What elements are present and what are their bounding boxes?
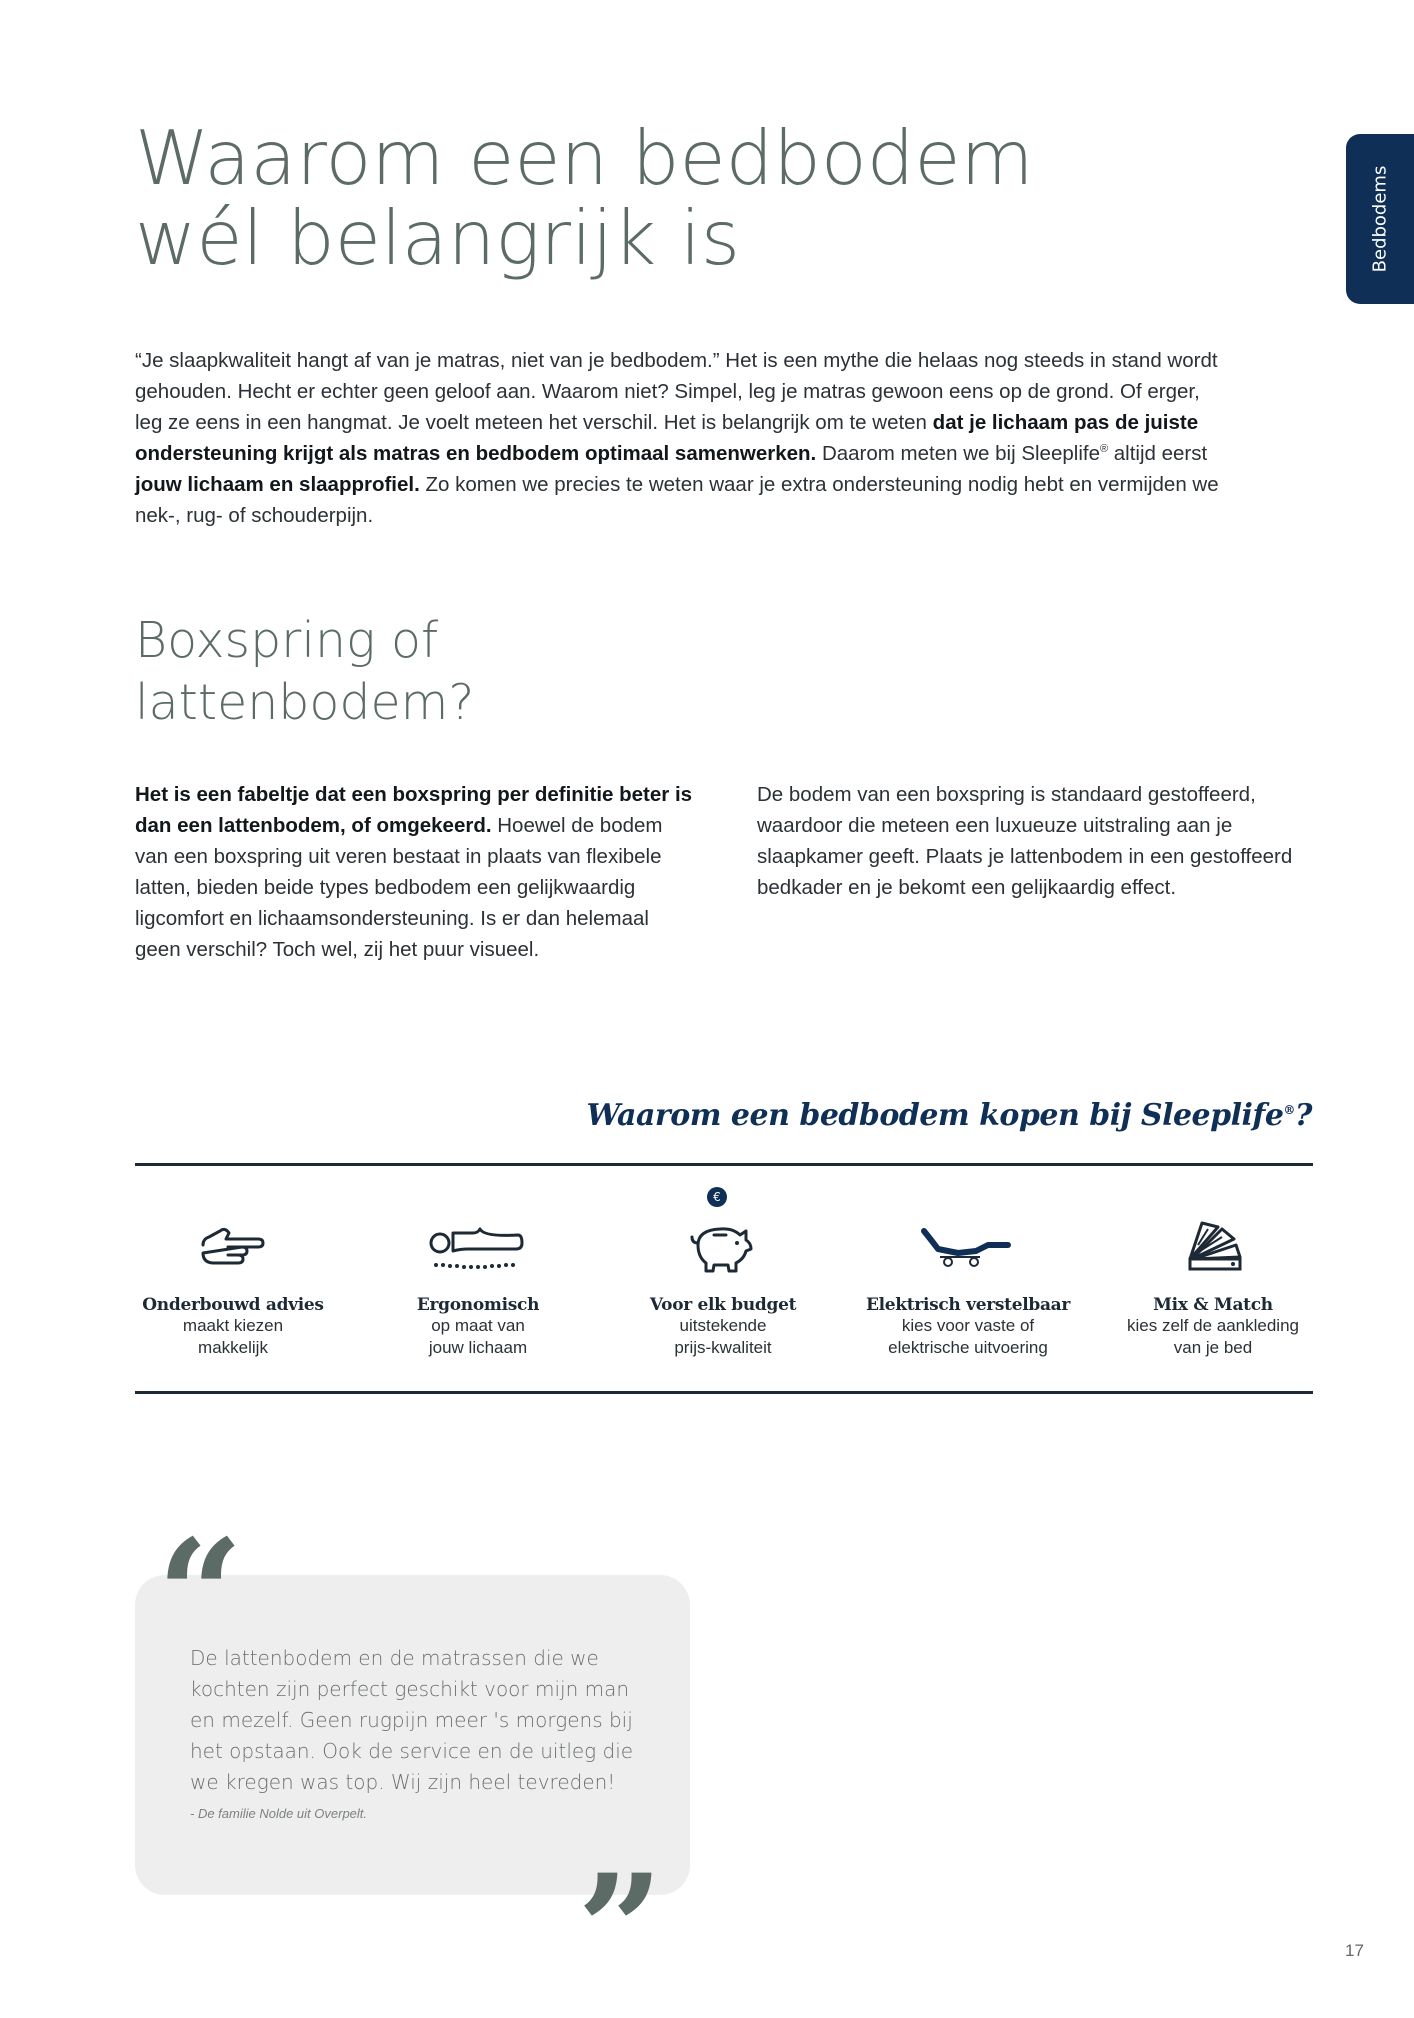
feature-mix-match: Mix & Match kies zelf de aankleding van je bed <box>1103 1195 1323 1359</box>
body-profile-icon <box>368 1195 588 1275</box>
feature-budget: € Voor elk budget uitstekende prijs-kwaliteit <box>613 1195 833 1359</box>
testimonial-text: De lattenbodem en de matrassen die we kochten zijn perfect geschikt voor mijn man en mezelf. Geen rugpijn meer 's morgens bij het opstaan. Ook de service en de uitleg die we kregen was top. Wij zijn heel tevreden! <box>190 1646 634 1794</box>
left-column-bold: Het is een fabeltje dat een boxspring per definitie beter is dan een lattenbodem, of omgekeerd. <box>135 783 693 837</box>
why-heading: Waarom een bedbodem kopen bij Sleeplife®? <box>586 1098 1312 1133</box>
adjustable-bed-icon <box>858 1195 1078 1275</box>
right-column-text: De bodem van een boxspring is standaard gestoffeerd, waardoor die meteen een luxueuze uitstraling aan je slaapkamer geeft. Plaats je lattenbodem in een gestoffeerd bedkader en je bekomt een gelijkaardig effect. <box>757 783 1293 899</box>
registered-mark: ® <box>1099 443 1109 456</box>
feature-advice: Onderbouwd advies maakt kiezen makkelijk <box>123 1195 343 1359</box>
intro-bold-2: jouw lichaam en slaapprofiel. <box>135 473 420 496</box>
open-quote-icon: “ <box>157 1507 244 1683</box>
feature-title: Elektrisch verstelbaar <box>865 1295 1071 1315</box>
section-tab-bedbodems[interactable] <box>1346 134 1414 304</box>
feature-title: Voor elk budget <box>649 1295 797 1315</box>
fabric-swatch-icon <box>1103 1195 1323 1275</box>
divider-top <box>135 1163 1313 1166</box>
section-title <box>135 610 474 734</box>
page-title-line-2: wél belangrijk is <box>135 194 740 282</box>
feature-row <box>135 1190 1360 1375</box>
intro-bold-1: dat je lichaam pas de juiste ondersteuning krijgt als matras en bedbodem optimaal samenwerken. <box>135 411 1199 465</box>
section-title-line-2: lattenbodem? <box>135 674 475 731</box>
pointing-hand-icon <box>123 1195 343 1275</box>
feature-title: Mix & Match <box>1153 1295 1273 1315</box>
feature-title: Ergonomisch <box>416 1295 540 1315</box>
page-number: 17 <box>1345 1941 1364 1960</box>
page-title-line-1: Waarom een bedbodem <box>135 114 1034 202</box>
intro-paragraph: “Je slaapkwaliteit hangt af van je matras, niet van je bedbodem.” Het is een mythe die helaas nog steeds in stand wordt gehouden. Hecht er echter geen geloof aan. Waarom niet? Simpel, leg je matras gewoon eens op de grond. Of erger, leg ze eens in een hangmat. Je voelt meteen het verschil. Het is belangrijk om te weten dat je lichaam pas de juiste ondersteuning krijgt als matras en bedbodem optimaal samenwerken. Daarom meten we bij Sleeplife® altijd eerst jouw lichaam en slaapprofiel. Zo komen we precies te weten waar je extra ondersteuning nodig hebt en vermijden we nek-, rug- of schouderpijn. <box>135 349 1219 527</box>
section-title-line-1: Boxspring of <box>135 612 439 669</box>
why-registered-mark: ® <box>1283 1103 1295 1117</box>
feature-ergonomic: Ergonomisch op maat van jouw lichaam <box>368 1195 588 1359</box>
close-quote-icon: ” <box>577 1842 664 2018</box>
divider-bottom <box>135 1391 1313 1394</box>
feature-title: Onderbouwd advies <box>142 1295 324 1315</box>
testimonial-author: - De familie Nolde uit Overpelt. <box>190 1806 368 1821</box>
page-title <box>135 114 1034 282</box>
section-tab-label: Bedbodems <box>1369 165 1391 273</box>
feature-electric: Elektrisch verstelbaar kies voor vaste of elektrische uitvoering <box>858 1195 1078 1359</box>
euro-coin-icon: € <box>707 1187 727 1207</box>
left-column-text: Het is een fabeltje dat een boxspring per definitie beter is dan een lattenbodem, of omgekeerd. Hoewel de bodem van een boxspring uit veren bestaat in plaats van flexibele latten, bieden beide types bedbodem een gelijkwaardig ligcomfort en lichaamsondersteuning. Is er dan helemaal geen verschil? Toch wel, zij het puur visueel. <box>135 783 693 961</box>
